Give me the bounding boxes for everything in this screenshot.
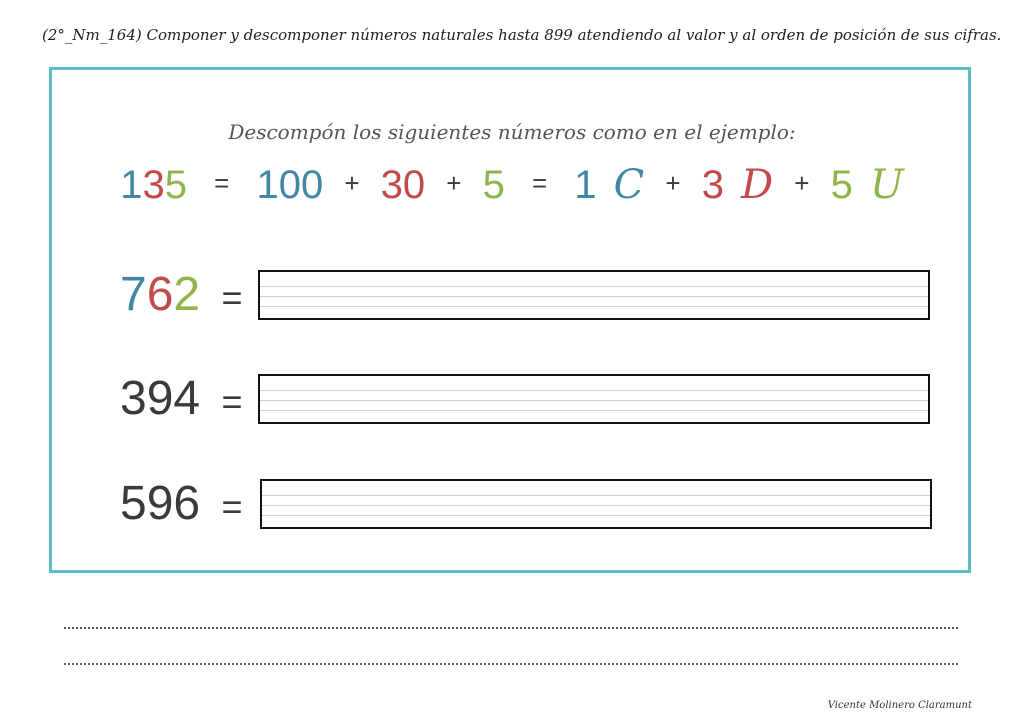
equals-sign: =	[214, 168, 230, 198]
author-credit: Vicente Molinero Claramunt	[827, 700, 972, 711]
example-c-count: 1	[574, 163, 597, 207]
exercise-row	[0, 479, 1024, 539]
plus-sign: +	[665, 168, 681, 198]
exercise-row	[0, 270, 1024, 330]
exercise-hundreds-digit: 7	[120, 268, 147, 321]
answer-box[interactable]	[258, 270, 930, 320]
plus-sign: +	[446, 168, 462, 198]
instruction-text: Descompón los siguientes números como en el ejemplo:	[228, 120, 796, 144]
exercise-number	[120, 479, 242, 532]
example-c-letter: C	[613, 162, 645, 208]
equals-sign: =	[221, 381, 243, 422]
equals-sign: =	[221, 486, 243, 527]
example-tens-value: 30	[380, 163, 426, 207]
exercise-number	[120, 270, 242, 323]
example-u-count: 5	[830, 163, 853, 207]
example-hundreds-value: 100	[256, 163, 324, 207]
example-tens-digit: 3	[142, 163, 165, 207]
exercise-row	[0, 374, 1024, 434]
example-u-letter: U	[869, 162, 904, 208]
equals-sign: =	[221, 277, 243, 318]
example-d-count: 3	[701, 163, 724, 207]
example-decomposition	[0, 162, 1024, 208]
exercise-number-value: 596	[120, 477, 201, 530]
exercise-number	[120, 374, 242, 427]
equals-sign: =	[531, 168, 548, 198]
plus-sign: +	[344, 168, 360, 198]
example-number	[120, 163, 187, 208]
plus-sign: +	[794, 168, 810, 198]
answer-box[interactable]	[260, 479, 932, 529]
dotted-writing-line[interactable]	[64, 663, 958, 665]
worksheet-title: (2°_Nm_164) Componer y descomponer números naturales hasta 899 atendiendo al valor y al orden de posición de sus cifras.	[42, 26, 1002, 44]
exercise-units-digit: 2	[173, 268, 201, 321]
answer-box[interactable]	[258, 374, 930, 424]
exercise-number-value: 394	[120, 372, 201, 425]
exercise-tens-digit: 6	[146, 268, 174, 321]
example-d-letter: D	[741, 162, 774, 208]
example-hundreds-digit: 1	[120, 163, 143, 207]
dotted-writing-line[interactable]	[64, 627, 958, 629]
example-units-value: 5	[482, 163, 505, 207]
example-units-digit: 5	[164, 163, 188, 207]
